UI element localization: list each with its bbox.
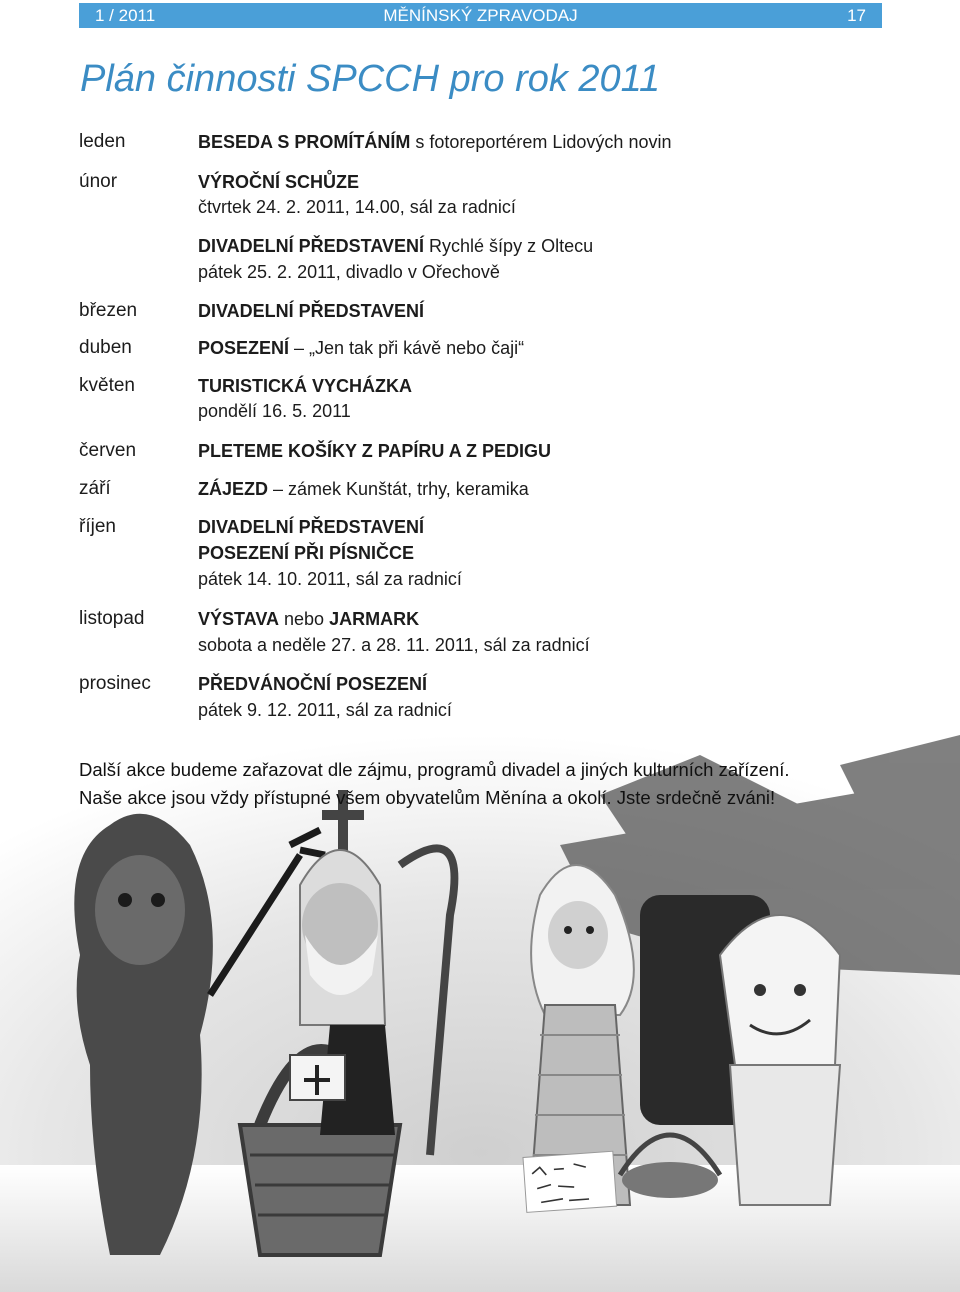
month-brezen: březen	[79, 300, 138, 321]
event-divadlo-mar: DIVADELNÍ PŘEDSTAVENÍ	[198, 301, 425, 321]
magazine-name: MĚNÍNSKÝ ZPRAVODAJ	[383, 6, 578, 25]
event-kosiky: PLETEME KOŠÍKY Z PAPÍRU A Z PEDIGU	[198, 441, 552, 461]
footer-line-1: Další akce budeme zařazovat dle zájmu, programů divadel a jiných kulturních zařízení.	[79, 759, 790, 780]
event-beseda	[198, 132, 671, 153]
page-number: 17	[847, 6, 866, 25]
event-posezeni-pisnicka: POSEZENÍ PŘI PÍSNIČCE	[198, 543, 415, 563]
event-vychazka-date: pondělí 16. 5. 2011	[198, 401, 351, 421]
event-divadlo-oct: DIVADELNÍ PŘEDSTAVENÍ	[198, 517, 425, 537]
event-vystava	[198, 609, 419, 630]
event-predvanocni: PŘEDVÁNOČNÍ POSEZENÍ	[198, 674, 428, 694]
event-posezeni-apr-title: POSEZENÍ	[198, 338, 290, 358]
page-title: Plán činnosti SPCCH pro rok 2011	[80, 58, 661, 100]
event-predvanocni-date: pátek 9. 12. 2011, sál za radnicí	[198, 700, 452, 720]
event-divadlo-feb-detail: Rychlé šípy z Oltecu	[424, 236, 594, 256]
event-zajezd-title: ZÁJEZD	[198, 479, 269, 499]
page-header-bar	[79, 3, 882, 28]
event-beseda-title: BESEDA S PROMÍTÁNÍM	[198, 132, 411, 152]
event-vystava-title: VÝSTAVA	[198, 609, 280, 629]
event-divadlo-feb-date: pátek 25. 2. 2011, divadlo v Ořechově	[198, 262, 500, 282]
month-prosinec: prosinec	[79, 673, 151, 694]
month-rijen: říjen	[79, 516, 116, 537]
puppets-photo	[0, 735, 960, 1292]
event-beseda-detail: s fotoreportérem Lidových novin	[410, 132, 672, 152]
event-zajezd-detail: – zámek Kunštát, trhy, keramika	[268, 479, 529, 499]
event-divadlo-feb-title: DIVADELNÍ PŘEDSTAVENÍ	[198, 236, 425, 256]
event-oct-date: pátek 14. 10. 2011, sál za radnicí	[198, 569, 462, 589]
handwritten-sign	[523, 1151, 617, 1212]
event-vychazka: TURISTICKÁ VYCHÁZKA	[198, 376, 412, 396]
event-vyrocni-schuze: VÝROČNÍ SCHŮZE	[198, 172, 360, 192]
footer-line-2: Naše akce jsou vždy přístupné všem obyvatelům Měnína a okolí. Jste srdečně zváni!	[79, 787, 776, 808]
event-posezeni-apr	[198, 338, 524, 359]
issue-number: 1 / 2011	[95, 6, 156, 25]
event-vystava-or: nebo	[279, 609, 330, 629]
event-jarmark-title: JARMARK	[329, 609, 420, 629]
month-leden: leden	[79, 131, 126, 152]
event-vyrocni-schuze-date: čtvrtek 24. 2. 2011, 14.00, sál za radnicí	[198, 197, 516, 217]
month-kveten: květen	[79, 375, 135, 396]
month-zari: září	[79, 478, 111, 499]
month-cerven: červen	[79, 440, 137, 461]
month-listopad: listopad	[79, 608, 145, 629]
event-zajezd	[198, 479, 529, 500]
event-vystava-date: sobota a neděle 27. a 28. 11. 2011, sál za radnicí	[198, 635, 590, 655]
event-divadlo-feb	[198, 236, 593, 257]
month-unor: únor	[79, 171, 118, 192]
paper-puppet	[720, 915, 840, 1205]
month-duben: duben	[79, 337, 132, 358]
event-posezeni-apr-detail: – „Jen tak při kávě nebo čaji“	[289, 338, 525, 358]
